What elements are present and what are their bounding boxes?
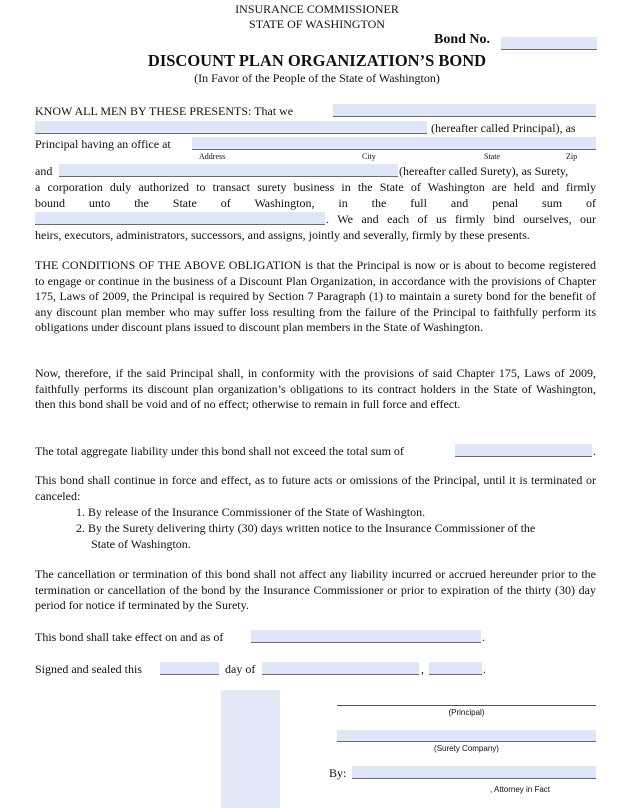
principal-name-field[interactable] (333, 104, 596, 117)
bond-no-label: Bond No. (434, 32, 491, 47)
header-line1: INSURANCE COMMISSIONER (235, 2, 399, 16)
surety-name-field[interactable] (59, 164, 398, 177)
signed-text: Signed and sealed this (35, 662, 142, 676)
signed-month-field[interactable] (262, 662, 419, 675)
attorney-label: , Attorney in Fact (490, 785, 551, 794)
corp-line: a corporation duly authorized to transact surety business in the State of Washington are held and firmly (35, 180, 596, 194)
effective-date-field[interactable] (251, 630, 481, 643)
principal-label: (Principal) (448, 708, 485, 717)
hereafter-surety-text: (hereafter called Surety), as Surety, (399, 164, 569, 178)
page-title: DISCOUNT PLAN ORGANIZATION’S BOND (147, 51, 487, 70)
seal-box[interactable] (221, 690, 280, 808)
continue-paragraph: This bond shall continue in force and effect, as to future acts or omissions of the Principal, until it is terminated or canceled: (35, 473, 596, 503)
bound-line: bound unto the State of Washington, in the full and penal sum of (35, 196, 596, 210)
effect-period: . (482, 630, 485, 644)
surety-company-field[interactable] (337, 730, 596, 742)
principal-address-field[interactable] (192, 137, 596, 150)
cancellation-paragraph: The cancellation or termination of this bond shall not affect any liability incurred or accrued hereunder prior to the termination or cancellation of the bond by the Insurance Commissioner or prior to expiration of the thirty (30) day period for notice if terminated by the Surety. (35, 567, 596, 613)
page-subtitle: (In Favor of the People of the State of Washington) (194, 71, 440, 85)
list-item: 1. By release of the Insurance Commissioner of the State of Washington. (76, 505, 426, 519)
surety-label: (Surety Company) (434, 744, 499, 753)
by-label: By: (329, 766, 347, 780)
know-all-text: KNOW ALL MEN BY THESE PRESENTS: That we (35, 104, 294, 118)
liability-sum-field[interactable] (455, 444, 592, 457)
label-state: State (484, 152, 500, 161)
liability-period: . (593, 444, 596, 458)
we-each-text: . We and each of us firmly bind ourselves, our (326, 212, 596, 226)
label-city: City (362, 152, 376, 161)
day-of-text: day of (225, 662, 256, 676)
header-line2: STATE OF WASHINGTON (249, 17, 385, 31)
list-item: State of Washington. (91, 537, 191, 551)
bond-no-field[interactable] (501, 37, 597, 50)
effect-text: This bond shall take effect on and as of (35, 630, 224, 644)
hereafter-principal-text: (hereafter called Principal), as (431, 121, 576, 135)
signed-comma: , (421, 662, 424, 676)
principal-office-text: Principal having an office at (35, 137, 171, 151)
conditions-paragraph: THE CONDITIONS OF THE ABOVE OBLIGATION is that the Principal is now or is about to become registered to engage or continue in the business of a Discount Plan Organization, in accordance with the provisions of Chapter 175, Laws of 2009, the Principal is required by Section 7 Paragraph (1) to maintain a surety bond for the benefit of any discount plan member who may suffer loss resulting from the failure of the Principal to faithfully perform its obligations under discount plans issued to discount plan members in the State of Washington. (35, 258, 596, 335)
attorney-signature-field[interactable] (352, 766, 596, 779)
and-text: and (35, 164, 53, 178)
label-zip: Zip (566, 152, 578, 161)
now-therefore-paragraph: Now, therefore, if the said Principal shall, in conformity with the provisions of said Chapter 175, Laws of 2009, faithfully performs its discount plan organization’s obligations to its contract holders in the State of Washington, then this bond shall be void and of no effect; otherwise to remain in full force and effect. (35, 366, 596, 412)
principal-name-field-2[interactable] (35, 121, 427, 134)
liability-text: The total aggregate liability under this bond shall not exceed the total sum of (35, 444, 404, 458)
label-address: Address (199, 152, 226, 161)
signed-period: . (483, 662, 486, 676)
heirs-line: heirs, executors, administrators, successors, and assigns, jointly and severally, firmly by these presents. (35, 228, 530, 242)
principal-signature-line[interactable] (337, 705, 596, 706)
penal-sum-field[interactable] (35, 212, 325, 225)
signed-day-field[interactable] (160, 662, 219, 675)
signed-year-field[interactable] (429, 662, 482, 675)
list-item: 2. By the Surety delivering thirty (30) days written notice to the Insurance Commissioner of the (76, 521, 536, 535)
